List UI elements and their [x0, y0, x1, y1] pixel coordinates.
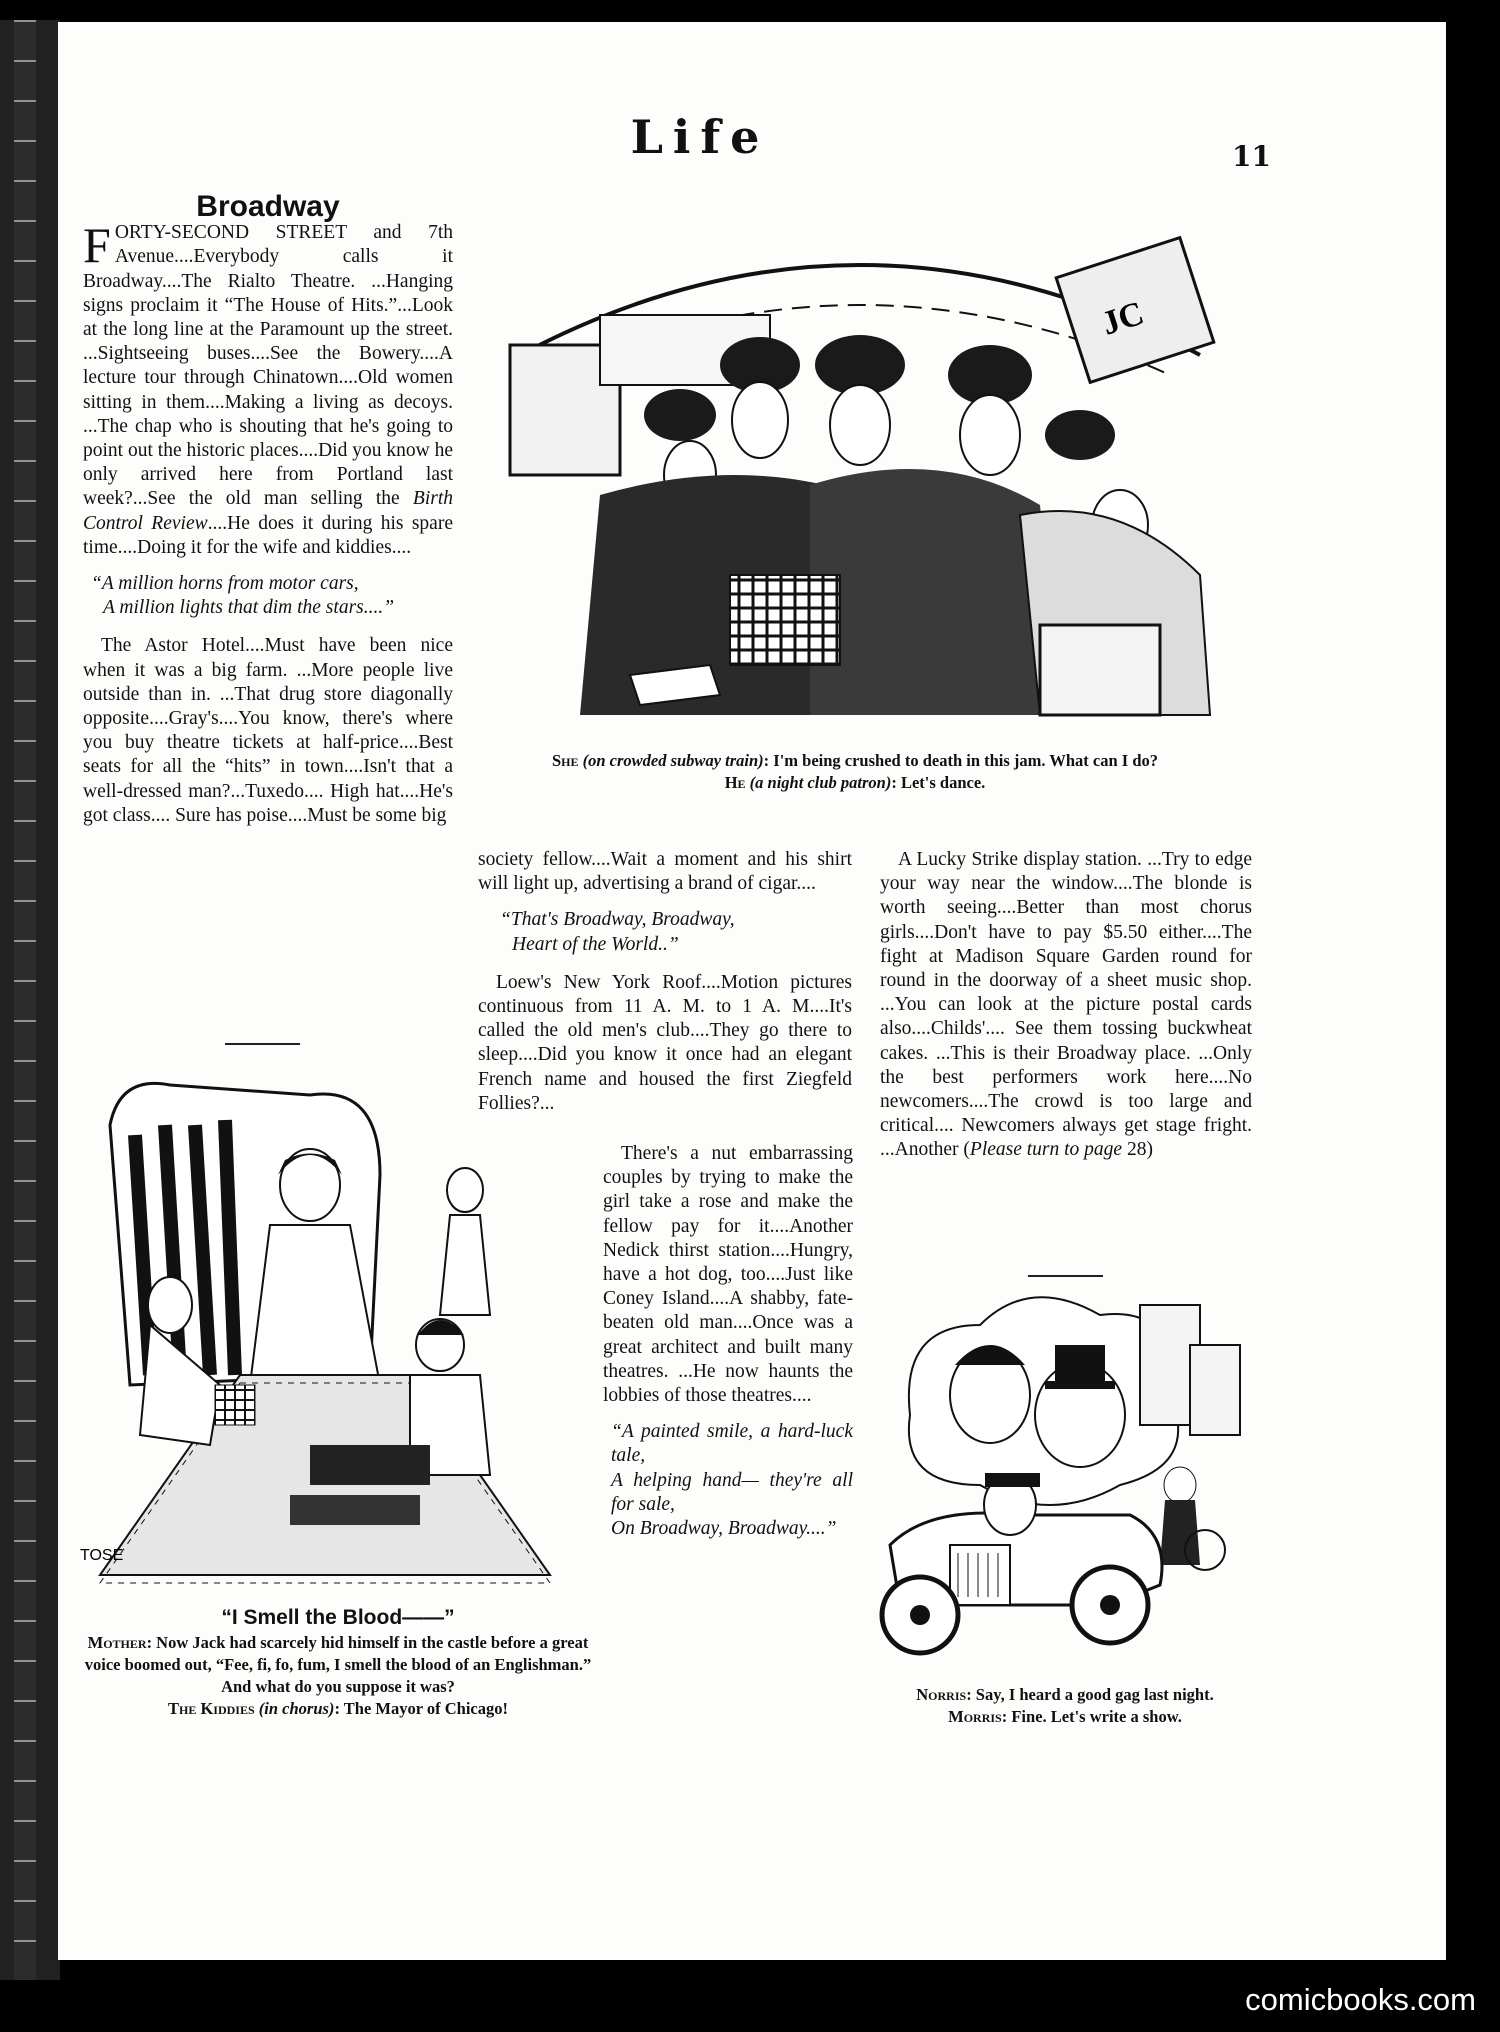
article-column-1 — [83, 190, 453, 828]
drop-cap: F — [83, 217, 111, 274]
article-column-2-narrow — [603, 1142, 853, 1555]
subway-caption: She (on crowded subway train): I'm being crushed to death in this jam. What can I do? He (a night club patron): Let's dance. — [551, 751, 1159, 792]
site-watermark: comicbooks.com — [1245, 1982, 1476, 2017]
artist-signature: TOSE — [80, 1547, 124, 1564]
article-title: Broadway — [196, 190, 340, 223]
subway-cartoon — [480, 195, 1240, 735]
paragraph: A Lucky Strike display station. ...Try to edge your way near the window....The blonde is worth seeing....Better than most chorus girls....Don't have to pay $5.50 either....The fight at Madison Square Garden round for round in the doorway of a sheet music shop. ...You can look at the picture postal cards also....Childs'.... See them tossing buckwheat cakes. ...This is their Broadway place. ...Only the best performers work here....No newcomers....The crowd is too large and critical.... Newcomers always get stage fright. ...Another (Please turn to page 28) — [880, 849, 1252, 1161]
masthead: Life — [630, 110, 770, 164]
car-caption: Norris: Say, I heard a good gag last night. Morris: Fine. Let's write a show. — [916, 1685, 1214, 1726]
paragraph: Loew's New York Roof....Motion pictures continuous from 11 A. M. to 1 A. M....It's called the old men's club....They go there to sleep....Did you know it once had an elegant French name and housed the first Ziegfeld Follies?... — [478, 971, 852, 1114]
paragraph: There's a nut embarrassing couples by trying to make the girl take a rose and make the fellow pay for it....Another Nedick thirst station....Hungry, have a hot dog, too....Just like Coney Island....A shabby, fate-beaten old man....Once was a great architect and built many theatres. ...He now haunts the lobbies of those theatres.... — [603, 1143, 853, 1407]
paragraph: The Astor Hotel....Must have been nice when it was a big farm. ...More people live outside than in. ...That drug store diagonally opposite....Gray's....You know, there's where you buy theatre tickets at half-price....Best seats for all the “hits” in town....Isn't that a well-dressed man?...Tuxedo.... High hat....He's got class.... Sure has poise....Must be some big — [83, 635, 453, 826]
verse-quote: “That's Broadway, Broadway, Heart of the World..” — [500, 909, 735, 955]
binding-edge — [0, 20, 60, 1980]
article-column-3 — [880, 848, 1252, 1163]
divider — [1028, 1275, 1103, 1277]
paragraph: FORTY-SECOND STREET and 7th Avenue....Everybody calls it Broadway....The Rialto Theatre. ...Hanging signs proclaim it “The House of Hits.”...Look at the long line at the Paramount up the street. ...Sightseeing buses....See the Bowery....A lecture tour through Chinatown....Old women sitting in them....Making a living as decoys. ...The chap who is shouting that he's going to point out the historic places....Did you know he only arrived here from Portland last week?...See the old man selling the Birth Control Review....He does it during his spare time....Doing it for the wife and kiddies.... — [83, 217, 453, 558]
page-number: 11 — [1232, 140, 1271, 173]
verse-quote: “A million horns from motor cars, A million lights that dim the stars....” — [91, 573, 395, 619]
nursery-caption: “I Smell the Blood——” Mother: Now Jack had scarcely hid himself in the castle before a great voice boomed out, “Fee, fi, fo, fum, I smell the blood of an Englishman.” And what do you suppose it was? The Kiddies (in chorus): The Mayor of Chicago! — [78, 1607, 598, 1720]
cartoon-title: “I Smell the Blood——” — [221, 1606, 455, 1629]
nursery-cartoon — [80, 1055, 600, 1615]
car-cartoon — [870, 1285, 1270, 1685]
car-sign-text: JC — [1097, 294, 1149, 343]
paragraph: society fellow....Wait a moment and his shirt will light up, advertising a brand of cigar.... — [478, 849, 852, 895]
divider — [225, 1043, 300, 1045]
verse-quote: “A painted smile, a hard-luck tale, A helping hand— they're all for sale, On Broadway, Broadway....” — [611, 1421, 853, 1540]
